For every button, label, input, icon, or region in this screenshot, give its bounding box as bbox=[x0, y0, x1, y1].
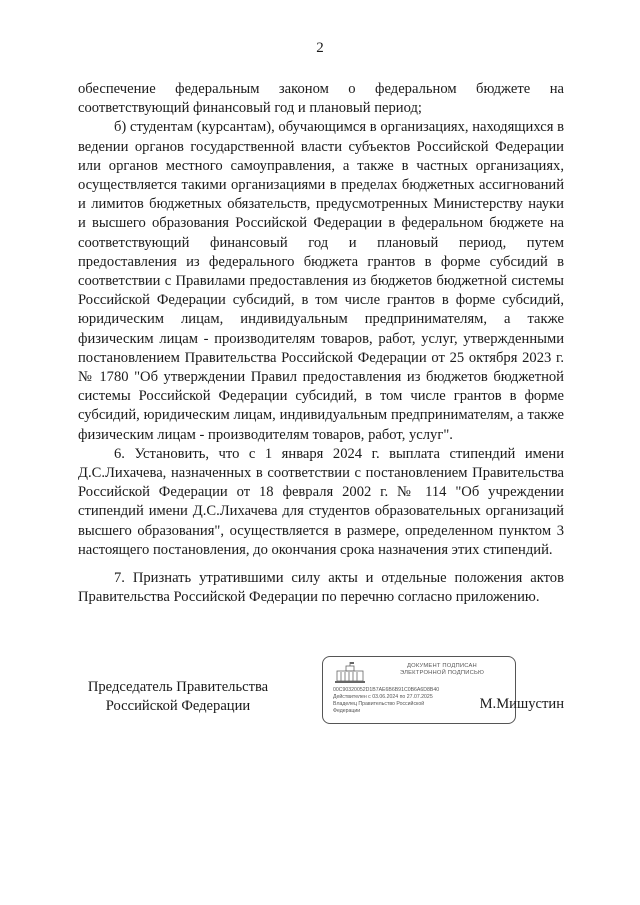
stamp-owner-line-1: Владелец Правительство Российской bbox=[333, 701, 425, 707]
signatory-position-line-2: Российской Федерации bbox=[105, 698, 251, 714]
stamp-title-line-1: ДОКУМЕНТ ПОДПИСАН bbox=[407, 663, 477, 669]
electronic-signature-stamp bbox=[322, 656, 516, 724]
stamp-owner-line-2: Федерации bbox=[333, 708, 361, 714]
signatory-name: М.Мишустин bbox=[479, 696, 564, 712]
stamp-certificate: 00C90320052D1B7AE6B6B91C0B6A6D8B40 bbox=[333, 687, 440, 693]
paragraph-item-7: 7. Признать утратившими силу акты и отдельные положения актов Правительства Российской Федерации по перечню согласно приложению. bbox=[78, 570, 564, 606]
signatory-position-line-1: Председатель Правительства bbox=[87, 679, 269, 695]
signatory-position bbox=[78, 678, 278, 716]
document-body bbox=[78, 80, 564, 607]
government-building-icon bbox=[333, 661, 367, 685]
paragraph-continuation: обеспечение федеральным законом о федеральном бюджете на соответствующий финансовый год и плановый период; bbox=[78, 81, 564, 117]
page-number: 2 bbox=[316, 40, 324, 56]
paragraph-item-b: б) студентам (курсантам), обучающимся в организациях, находящихся в ведении органов государственной власти субъектов Российской Федерации или органов местного самоуправления, а также в частных организациях, осуществляется такими организациями в пределах бюджетных ассигнований и лимитов бюджетных обязательств, предусмотренных Министерству науки и высшего образования Российской Федерации в федеральном бюджете на соответствующий финансовый год и плановый период, путем предоставления из федерального бюджета грантов в форме субсидий в соответствии с Правилами предоставления из бюджетов бюджетной системы Российской Федерации субсидий, в том числе грантов в форме субсидий, юридическим лицам, индивидуальным предпринимателям, а также физическим лицам - производителям товаров, работ, услуг, утвержденными постановлением Правительства Российской Федерации от 25 октября 2023 г. № 1780 "Об утверждении Правил предоставления из бюджетов бюджетной системы Российской Федерации субсидий, в том числе грантов в форме субсидий, юридическим лицам, индивидуальным предпринимателям, а также физическим лицам - производителям товаров, работ, услуг". bbox=[78, 119, 564, 443]
stamp-title bbox=[375, 663, 509, 677]
stamp-validity: Действителен с 03.06.2024 по 27.07.2025 bbox=[333, 694, 433, 700]
paragraph-item-6: 6. Установить, что с 1 января 2024 г. выплата стипендий имени Д.С.Лихачева, назначенных в соответствии с постановлением Правительства Российской Федерации от 18 февраля 2002 г. № 114 "Об учреждении стипендий имени Д.С.Лихачева для студентов образовательных организаций высшего образования", осуществляется в размере, определенном пунктом 3 настоящего постановления, до окончания срока назначения этих стипендий. bbox=[78, 445, 564, 558]
stamp-title-line-2: ЭЛЕКТРОННОЙ ПОДПИСЬЮ bbox=[399, 670, 485, 676]
